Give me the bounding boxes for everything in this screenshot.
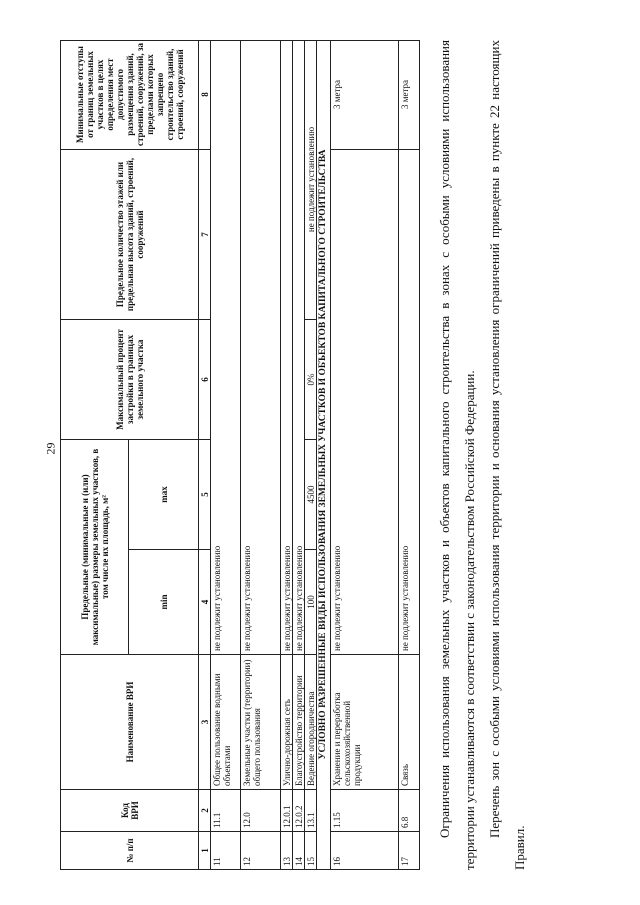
table-row-name: Благоустройство территории (292, 655, 304, 790)
header-coverage: Максимальный процент застройки в границах земельного участка (60, 320, 198, 440)
table-row-value: не подлежит установлению (210, 40, 240, 655)
table-row-code: 12.0.2 (292, 790, 304, 832)
table-row-number: 11 (210, 832, 240, 870)
zoning-table (60, 40, 420, 870)
section-title: УСЛОВНО РАЗРЕШЕННЫЕ ВИДЫ ИСПОЛЬЗОВАНИЯ ЗЕМЕЛЬНЫХ УЧАСТКОВ И ОБЪЕКТОВ КАПИТАЛЬНОГО СТРОИТЕЛЬСТВА (316, 40, 330, 870)
header-min: min (128, 550, 198, 655)
table-row-value: не подлежит установлению (330, 150, 398, 655)
table-row-name: Хранение и переработка сельскохозяйственной продукции (330, 655, 398, 790)
page-number: 29 (43, 442, 58, 455)
table-row-code: 6.8 (398, 790, 420, 832)
col-number: 3 (198, 655, 210, 790)
table-row-value: не подлежит установлению (292, 40, 304, 655)
header-setbacks: Минимальные отступы от границ земельных участков в целях определения мест допустимого размещения зданий, строений, сооружений, за пределами которых запрещено строительство зданий, строений, сооружений (60, 40, 198, 150)
table-row-code: 1.15 (330, 790, 398, 832)
header-max: max (128, 440, 198, 550)
table-row-setback: 3 метра (330, 40, 398, 150)
col-number: 2 (198, 790, 210, 832)
header-size-limits: Предельные (минимальные и (или) максимальные) размеры земельных участков, в том числе их площадь, м² (60, 440, 128, 655)
header-floors: Предельное количество этажей или предельная высота зданий, строений, сооружений (60, 150, 198, 320)
table-row-number: 14 (292, 832, 304, 870)
table-row-name: Связь (398, 655, 420, 790)
table-row-code: 12.0 (240, 790, 280, 832)
table-row-floors: не подлежит установлению (304, 40, 316, 320)
notes (432, 40, 532, 870)
col-number: 1 (198, 832, 210, 870)
table-row-value: не подлежит установлению (398, 150, 420, 655)
col-number: 4 (198, 550, 210, 655)
table-row-name: Земельные участки (территории) общего пользования (240, 655, 280, 790)
header-number: № п/п (60, 832, 198, 870)
table-row-value: не подлежит установлению (240, 40, 280, 655)
header-name: Наименование ВРИ (60, 655, 198, 790)
table-row-value: не подлежит установлению (280, 40, 292, 655)
table-row-name: Улично-дорожная сеть (280, 655, 292, 790)
table-row-name: Общее пользование водными объектами (210, 655, 240, 790)
table-row-number: 17 (398, 832, 420, 870)
col-number: 8 (198, 40, 210, 150)
table-row-number: 13 (280, 832, 292, 870)
table-row-number: 16 (330, 832, 398, 870)
table-row-number: 12 (240, 832, 280, 870)
table-row-max: 4500 (304, 440, 316, 550)
table-row-code: 11.1 (210, 790, 240, 832)
table-row-name: Ведение огородничества (304, 655, 316, 790)
col-number: 6 (198, 320, 210, 440)
notes-paragraph: Перечень зон с особыми условиями использования территории и основания установления ограничений приведены в пункте 22 настоящих Правил. (487, 40, 527, 870)
table-row-min: 100 (304, 550, 316, 655)
notes-paragraph: Ограничения использования земельных участков и объектов капитального строительства в зонах с особыми условиями использования территории устанавливаются в соответствии с законодательством Российской Федерации. (437, 40, 477, 870)
header-code: Код ВРИ (60, 790, 198, 832)
table-row-setback: 3 метра (398, 40, 420, 150)
table-row-code: 13.1 (304, 790, 316, 832)
table-row-coverage: 0% (304, 320, 316, 440)
table-row-number: 15 (304, 832, 316, 870)
col-number: 5 (198, 440, 210, 550)
col-number: 7 (198, 150, 210, 320)
table-row-code: 12.0.1 (280, 790, 292, 832)
rotated-page (60, 40, 620, 870)
